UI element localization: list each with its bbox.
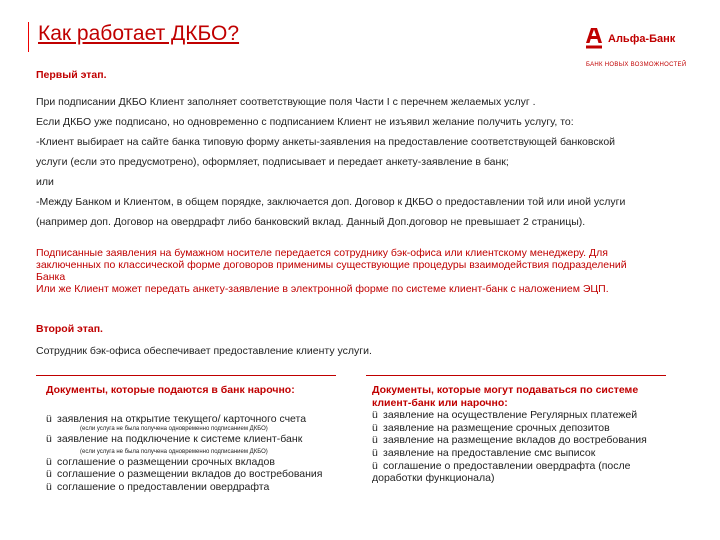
left-item: ü соглашение о размещении вкладов до востребования: [46, 468, 323, 481]
right-item-continuation: доработки функционала): [372, 472, 495, 485]
notice-block: [36, 247, 686, 295]
page-title: Как работает ДКБО?: [38, 22, 240, 45]
logo-text: Альфа-Банк: [608, 33, 676, 45]
stage1-line: или: [36, 176, 54, 188]
check-icon: ü: [372, 409, 378, 422]
left-column-heading: Документы, которые подаются в банк нарочно:: [46, 384, 295, 396]
right-item: ü заявление на размещение вкладов до востребования: [372, 434, 647, 447]
notice-line: Подписанные заявления на бумажном носителе передается сотруднику бэк-офиса или клиентскому менеджеру. Для: [36, 247, 608, 259]
stage1-line: -Между Банком и Клиентом, в общем порядке, заключается доп. Договор к ДКБО о предоставлении той или иной услуги: [36, 196, 626, 208]
check-icon: ü: [372, 421, 378, 434]
right-item: ü соглашение о предоставлении овердрафта (после: [372, 459, 631, 472]
left-item: ü соглашение о предоставлении овердрафта: [46, 480, 270, 493]
check-icon: ü: [46, 455, 52, 468]
right-column-heading: клиент-банк или нарочно:: [372, 396, 508, 409]
check-icon: ü: [372, 459, 378, 472]
check-icon: ü: [46, 480, 52, 493]
stage1-heading: Первый этап.: [36, 69, 107, 81]
notice-line: Или же Клиент может передать анкету-заявление в электронной форме по системе клиент-банк с наложением ЭЦП.: [36, 283, 609, 295]
stage1-line: Если ДКБО уже подписано, но одновременно с подписанием Клиент не изъявил желание получить услугу, то:: [36, 116, 574, 128]
alfa-logo-icon: [586, 28, 602, 50]
left-item: ü заявления на открытие текущего/ карточного счета: [46, 412, 307, 425]
right-column-heading: Документы, которые могут подаваться по системе: [372, 384, 639, 396]
notice-line: Банка: [36, 271, 66, 283]
check-icon: ü: [46, 412, 52, 425]
slide-content: [0, 69, 720, 540]
stage2-heading: Второй этап.: [36, 323, 103, 335]
stage2-text: Сотрудник бэк-офиса обеспечивает предоставление клиенту услуги.: [36, 345, 372, 357]
left-item: ü соглашение о размещении срочных вкладов: [46, 455, 275, 468]
right-item: ü заявление на осуществление Регулярных платежей: [372, 409, 638, 422]
stage1-line: -Клиент выбирает на сайте банка типовую форму анкеты-заявления на предоставление соответствующей банковской: [36, 136, 616, 148]
left-column: [46, 384, 356, 494]
stage1-line: услуги (если это предусмотрено), оформляет, подписывает и передает анкету-заявление в банк;: [36, 156, 509, 168]
right-column: [372, 384, 692, 485]
stage1-line: При подписании ДКБО Клиент заполняет соответствующие поля Части I с перечнем желаемых услуг .: [36, 96, 536, 108]
stage1-body: [36, 92, 686, 232]
check-icon: ü: [372, 434, 378, 447]
check-icon: ü: [372, 446, 378, 459]
left-item-note: (если услуга не была получена одновременно подписанием ДКБО): [80, 448, 268, 455]
left-item: ü заявление на подключение к системе клиент-банк: [46, 433, 303, 446]
notice-line: заключенных по классической форме договоров применимы существующие процедуры взаимодействия подразделений: [36, 259, 627, 271]
left-divider: [36, 375, 336, 376]
check-icon: ü: [46, 433, 52, 446]
stage1-line: (например доп. Договор на овердрафт либо банковский вклад. Данный Доп.договор не превышает 2 страницы).: [36, 216, 586, 228]
check-icon: ü: [46, 468, 52, 481]
logo-slogan: БАНК НОВЫХ ВОЗМОЖНОСТЕЙ: [586, 62, 687, 68]
right-item: ü заявление на размещение срочных депозитов: [372, 421, 610, 434]
right-divider: [366, 375, 666, 376]
right-item: ü заявление на предоставление смс выписок: [372, 446, 596, 459]
left-item-note: (если услуга не была получена одновременно подписанием ДКБО): [80, 426, 268, 433]
